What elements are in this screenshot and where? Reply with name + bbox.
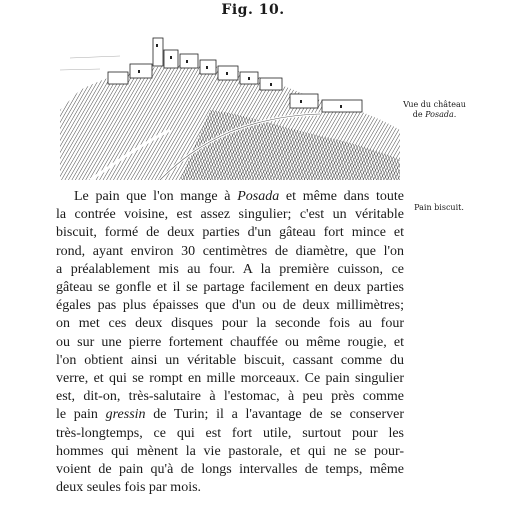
text-line-2: la contrée voisine, est assez singulier; c'est un véritable: [56, 207, 404, 223]
caption-line-2-suffix: .: [453, 110, 457, 119]
text-line-1: [56, 188, 404, 206]
figure-label: Fig. 10.: [221, 2, 285, 18]
text-line-9: ou sur une pierre fortement chauffée ou même rougie, et: [56, 334, 404, 350]
text-line-11: verre, et qui se rompt en mille morceaux. Ce pain singulier: [56, 371, 404, 387]
text-line-6: gâteau se gonfle et il se partage facilement en deux parties: [56, 280, 404, 296]
line-13-gressin: gressin: [105, 407, 146, 423]
figure-caption-note: [397, 100, 472, 120]
text-line-10: l'on obtient ainsi un véritable biscuit, cassant comme du: [56, 352, 404, 368]
line-1-place: Posada: [237, 189, 280, 204]
line-13-end: de Turin; il a l'avantage de se conserver: [145, 407, 404, 423]
text-line-13: [56, 406, 404, 424]
line-13-start: le pain: [56, 407, 106, 423]
text-line-14: très-longtemps, ce qui est fort utile, surtout pour les: [56, 425, 404, 441]
text-line-16: voient de pain qu'à de longs intervalles de temps, même: [56, 462, 404, 478]
caption-line-1: Vue du château: [403, 100, 466, 109]
text-line-3: biscuit, formé de deux parties d'un gâteau fort mince et: [56, 225, 404, 241]
pain-biscuit-note: Pain biscuit.: [414, 203, 464, 212]
text-line-15: hommes qui mènent la vie pastorale, et qui ne se pour-: [56, 443, 404, 459]
caption-line-2-prefix: de: [412, 110, 426, 119]
text-line-12: est, dit-on, très-salutaire à l'estomac, à peu près comme: [56, 389, 404, 405]
text-line-8: on met ces deux disques pour la seconde fois au four: [56, 316, 404, 332]
text-line-7: égales pas plus épaisses que d'un ou de deux millimètres;: [56, 298, 404, 314]
text-line-4: rond, ayant environ 30 centimètres de diamètre, que l'on: [56, 243, 404, 259]
text-line-17: deux seules fois par mois.: [56, 480, 202, 496]
body-paragraph: [56, 188, 404, 497]
caption-line-2-place: Posada: [425, 110, 454, 119]
text-line-5: a préalablement mis au four. A la première cuisson, ce: [56, 261, 404, 277]
line-1-end: et même dans toute: [279, 189, 405, 204]
castle-engraving: [60, 20, 400, 180]
line-1-start: Le pain que l'on mange à: [74, 189, 238, 204]
